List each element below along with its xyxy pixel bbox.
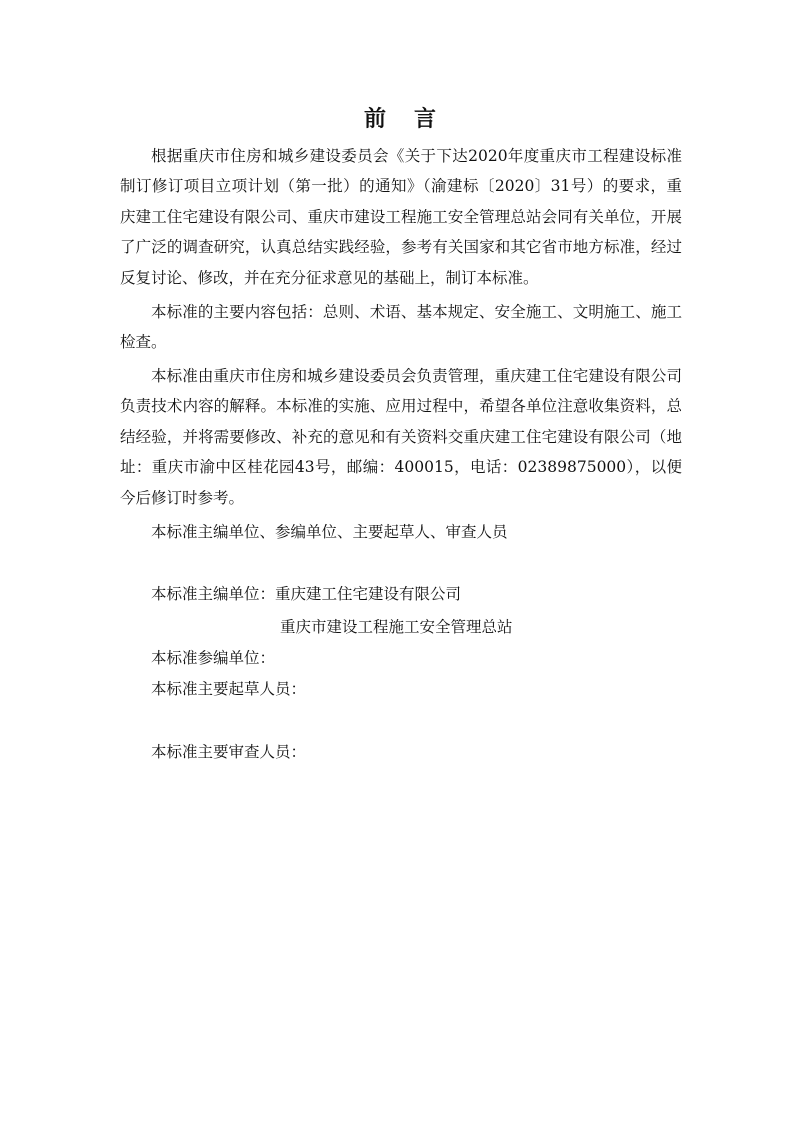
paragraph-contents: 本标准的主要内容包括：总则、术语、基本规定、安全施工、文明施工、施工检查。 <box>120 303 682 352</box>
chief-units-line <box>151 579 461 609</box>
chief-unit-2: 重庆市建设工程施工安全管理总站 <box>280 618 513 636</box>
chief-unit-1: 重庆建工住宅建设有限公司 <box>275 585 462 603</box>
participating-units-label: 本标准参编单位： <box>151 649 276 667</box>
page-title: 前言 <box>363 106 464 132</box>
paragraph-background: 根据重庆市住房和城乡建设委员会《关于下达2020年度重庆市工程建设标准制订修订项目立项计划（第一批）的通知》（渝建标〔2020〕31号）的要求，重庆建工住宅建设有限公司、重庆市建设工程施工安全管理总站会同有关单位，开展了广泛的调查研究，认真总结实践经验，参考有关国家和其它省市地方标准，经过反复讨论、修改，并在充分征求意见的基础上，制订本标准。 <box>120 147 682 287</box>
chief-units-label: 本标准主编单位： <box>151 585 276 603</box>
drafters-label: 本标准主要起草人员： <box>151 680 307 698</box>
units-heading: 本标准主编单位、参编单位、主要起草人、审查人员 <box>151 523 508 541</box>
paragraph-management: 本标准由重庆市住房和城乡建设委员会负责管理，重庆建工住宅建设有限公司负责技术内容的解释。本标准的实施、应用过程中，希望各单位注意收集资料，总结经验，并将需要修改、补充的意见和有关资料交重庆建工住宅建设有限公司（地址：重庆市渝中区桂花园43号，邮编：400015，电话：02389875000），以便今后修订时参考。 <box>120 367 682 507</box>
reviewers-label: 本标准主要审查人员： <box>151 743 307 761</box>
